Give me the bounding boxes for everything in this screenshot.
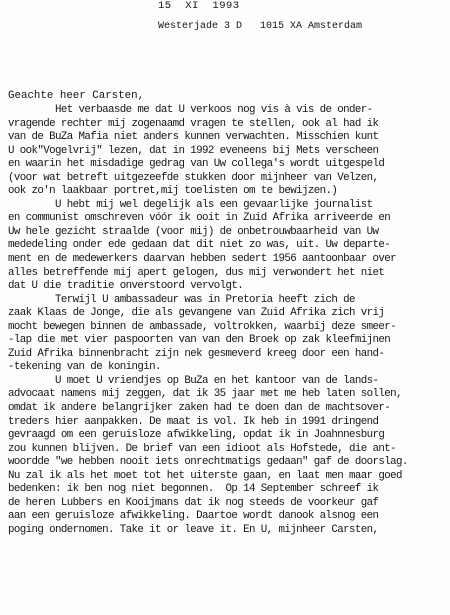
sender-address: Westerjade 3 D 1015 XA Amsterdam	[158, 21, 363, 32]
body-line: U ook"Vogelvrij" lezen, dat in 1992 eveneens bij Mets verscheen	[8, 144, 379, 157]
body-line: woordde "we hebben nooit iets onrechtmatigs gedaan" gaf de doorslag.	[8, 456, 408, 469]
letter-body	[0, 104, 450, 538]
body-line: vragende rechter mij zogenaamd vragen te stellen, ook al had ik	[8, 117, 379, 130]
body-line: bedenken: ik ben nog niet begonnen. Op 14 September schreef ik	[8, 483, 379, 496]
body-line: advocaat namens mij zeggen, dat ik 35 jaar met me heb laten sollen,	[8, 388, 402, 401]
body-line: -tekening van de koningin.	[8, 361, 161, 374]
letter-date: 15 XI 1993	[158, 0, 240, 12]
body-line: treders hier aanpakken. De maat is vol. Ik heb in 1991 dringend	[8, 415, 379, 428]
body-line: Terwijl U ambassadeur was in Pretoria heeft zich de	[8, 293, 355, 306]
body-line: de heren Lubbers en Kooijmans dat ik nog steeds de voorkeur gaf	[8, 496, 379, 509]
body-line: Het verbaasde me dat U verkoos nog vis à vis de onder-	[8, 104, 373, 116]
body-line: poging ondernomen. Take it or leave it. En U, mijnheer Carsten,	[8, 523, 379, 536]
body-line: mocht bewegen binnen de ambassade, voltrokken, waarbij deze smeer-	[8, 320, 397, 333]
body-line: van de BuZa Mafia niet anders kunnen verwachten. Misschien kunt	[8, 131, 379, 144]
body-line: Uw hele gezicht straalde (voor mij) de onbetrouwbaarheid van Uw	[8, 225, 379, 238]
body-line: en communist omschreven vóór ik ooit in Zuid Afrika arriveerde en	[8, 212, 391, 225]
body-line: Nu zal ik als het moet tot het uiterste gaan, en laat men maar goed	[8, 469, 402, 482]
body-line: gevraagd om een geruisloze afwikkeling, opdat ik in Joahnnesburg	[8, 429, 385, 442]
body-line: ment en de medewerkers daarvan hebben sedert 1956 aantoonbaar over	[8, 253, 397, 266]
body-line: mededeling onder ede gedaan dat dit niet zo was, uit. Uw departe-	[8, 239, 391, 252]
body-line: U moet U vriendjes op BuZa en het kantoor van de lands-	[8, 374, 379, 387]
body-line: (voor wat betreft uitgezeefde stukken door mijnheer van Velzen,	[8, 171, 379, 184]
body-line: zou kunnen blijven. De brief van een idioot als Hofstede, die ant-	[8, 442, 397, 455]
body-line: zaak Klaas de Jonge, die als gevangene van Zuid Afrika zich vrij	[8, 307, 385, 320]
body-line: ook zo'n laakbaar portret,mij toelisten om te bewijzen.)	[8, 185, 338, 198]
salutation: Geachte heer Carsten,	[8, 90, 145, 102]
body-line: -lap die met vier paspoorten van van den Broek op zak kleefmijnen	[8, 334, 391, 347]
body-line: en waarin het misdadige gedrag van Uw collega's wordt uitgespeld	[8, 158, 385, 171]
body-line: U hebt mij wel degelijk als een gevaarlijke journalist	[8, 198, 373, 211]
body-line: Zuid Afrika binnenbracht zijn nek gesmeverd kreeg door een hand-	[8, 347, 385, 360]
body-line: alles betreffende mij apert gelogen, dus mij verwondert het niet	[8, 266, 385, 279]
body-line: dat U die traditie onverstoord vervolgt.	[8, 280, 244, 293]
body-line: omdat ik andere belangrijker zaken had te doen dan de machtsover-	[8, 402, 391, 415]
body-line: aan een geruisloze afwikkeling. Daartoe wordt danook alsnog een	[8, 510, 379, 523]
